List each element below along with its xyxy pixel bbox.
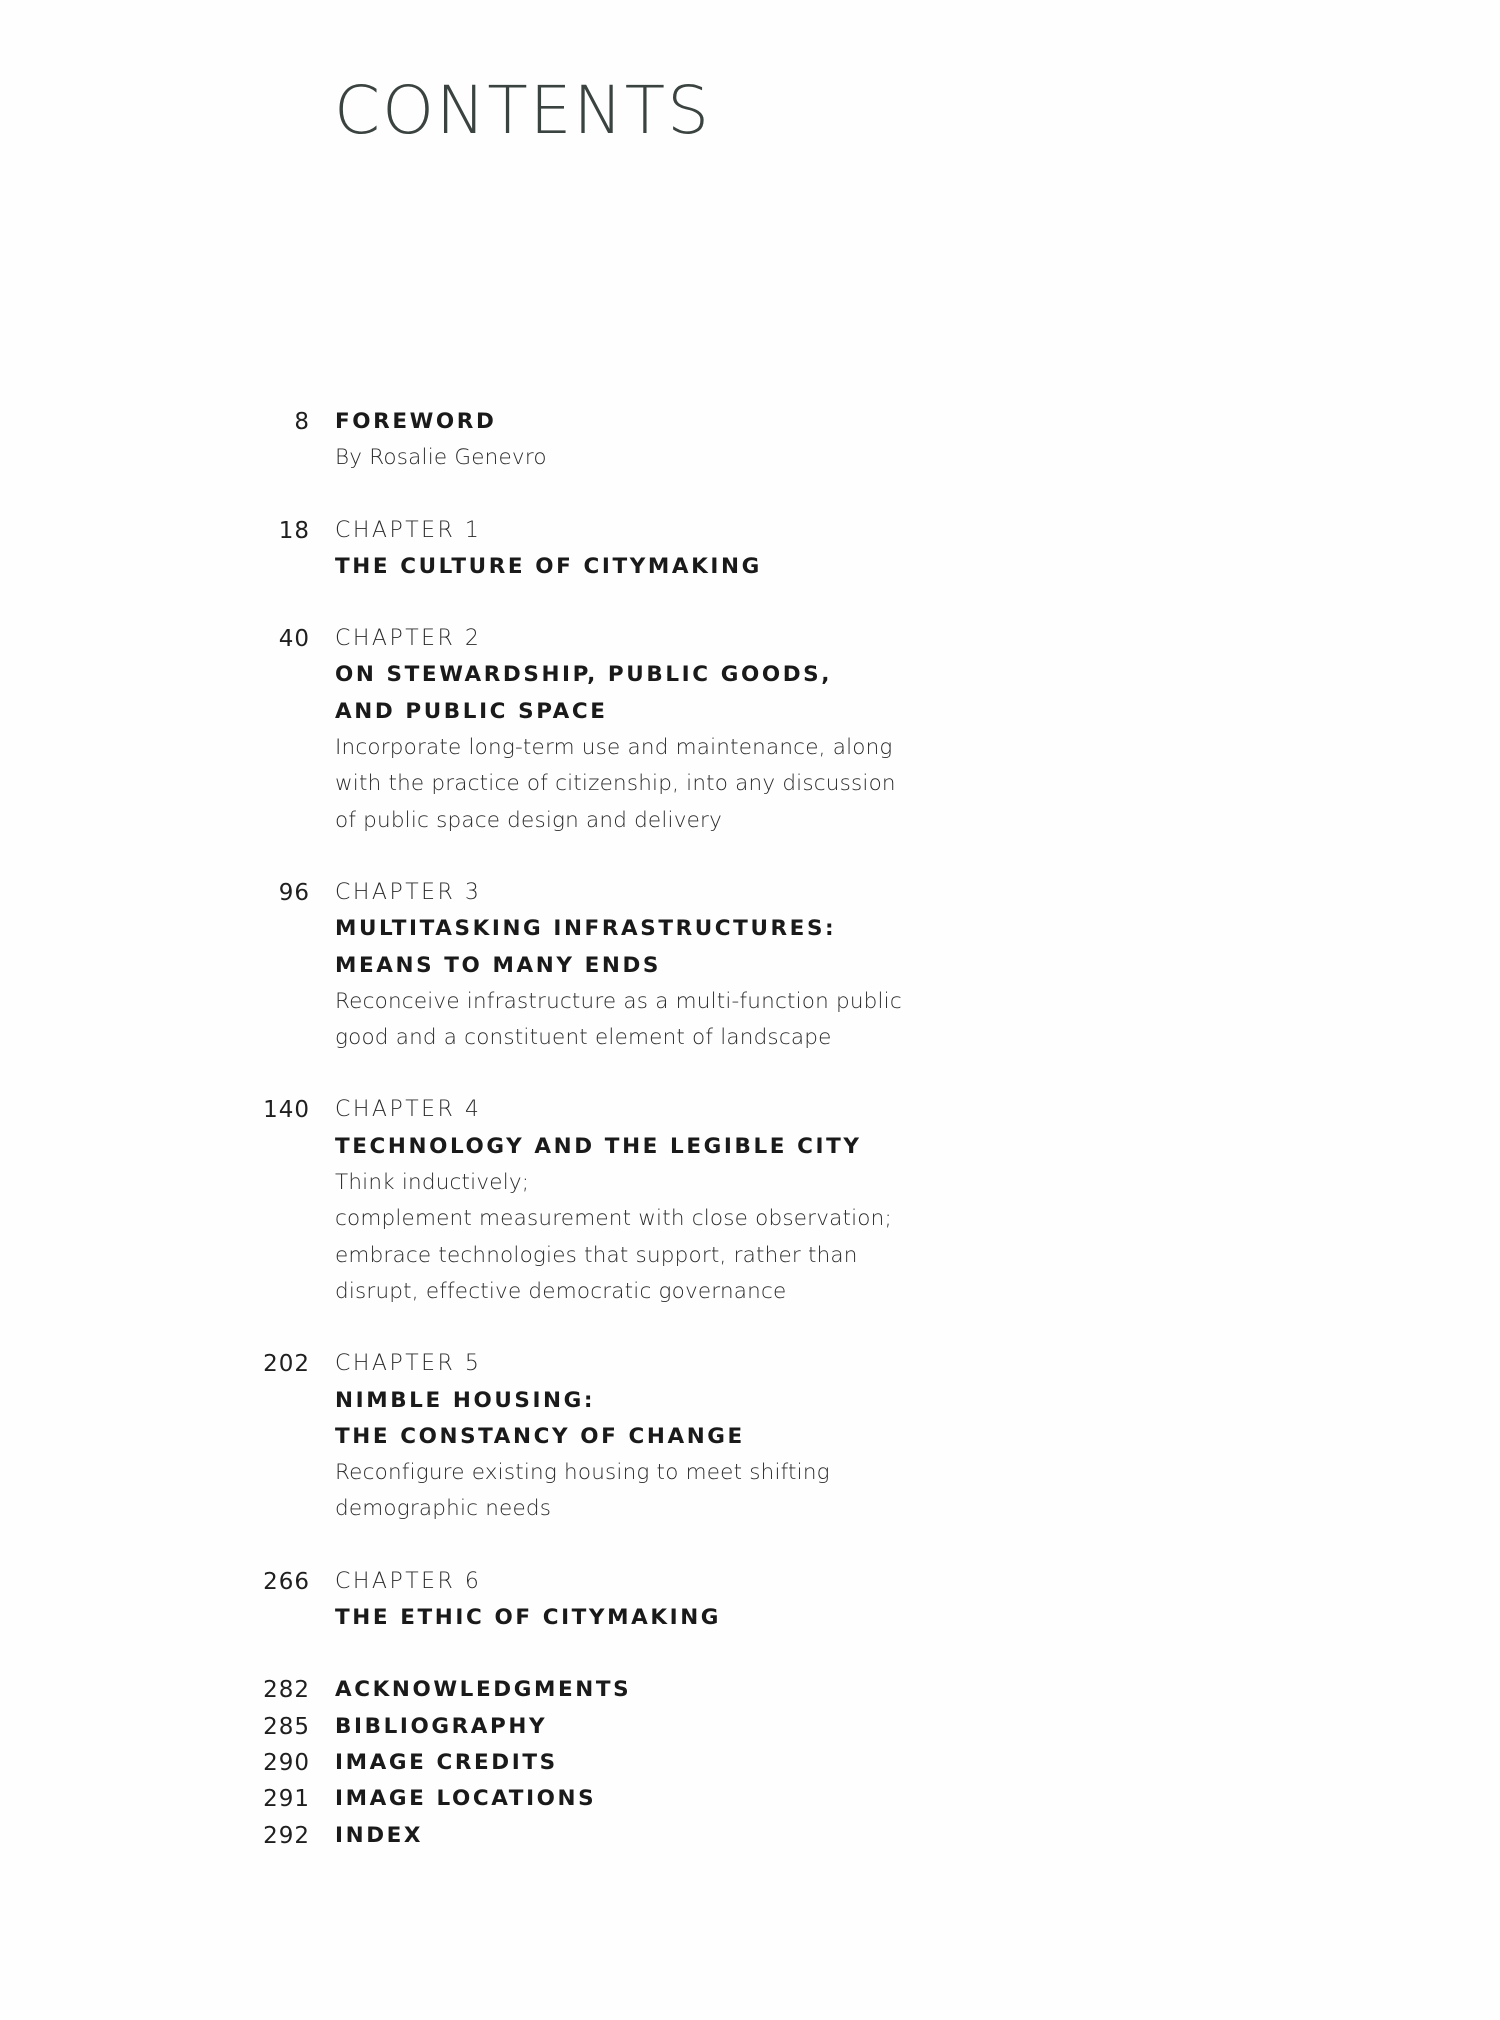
back-matter-title: IMAGE CREDITS — [335, 1749, 558, 1775]
toc-entry-body — [335, 513, 1240, 586]
chapter-title: TECHNOLOGY AND THE LEGIBLE CITY — [335, 1133, 862, 1159]
toc-entry-body — [335, 1672, 1240, 1708]
toc-page-number: 18 — [278, 517, 310, 544]
chapter-title: THE ETHIC OF CITYMAKING — [335, 1605, 722, 1631]
toc-entry-body — [335, 1709, 1240, 1745]
toc-page-number: 285 — [263, 1713, 310, 1740]
toc-entry-body — [335, 1818, 1240, 1854]
chapter-label: CHAPTER 3 — [335, 879, 482, 905]
chapter-description: Think inductively; — [335, 1170, 530, 1196]
back-matter-entry[interactable] — [240, 1781, 1240, 1817]
chapter-description: demographic needs — [335, 1496, 552, 1522]
chapter-label: CHAPTER 4 — [335, 1097, 482, 1123]
back-matter-title: ACKNOWLEDGMENTS — [335, 1677, 632, 1703]
chapter-title: ON STEWARDSHIP, PUBLIC GOODS, — [335, 662, 832, 688]
chapter-label: CHAPTER 5 — [335, 1351, 482, 1377]
toc-page-number: 40 — [278, 626, 310, 653]
chapter-title: AND PUBLIC SPACE — [335, 698, 608, 724]
toc-entry[interactable] — [240, 404, 1240, 477]
chapter-title: THE CONSTANCY OF CHANGE — [335, 1423, 745, 1449]
page-title: CONTENTS — [334, 72, 712, 149]
toc-entry[interactable] — [240, 1346, 1240, 1527]
toc-entry[interactable] — [240, 513, 1240, 586]
back-matter-entry[interactable] — [240, 1818, 1240, 1854]
table-of-contents — [240, 404, 1240, 1854]
back-matter-title: IMAGE LOCATIONS — [335, 1786, 597, 1812]
toc-entry-body — [335, 1092, 1240, 1310]
toc-entry-body — [335, 1564, 1240, 1637]
toc-entry-body — [335, 1745, 1240, 1781]
toc-page-number: 8 — [294, 409, 310, 435]
toc-entry[interactable] — [240, 875, 1240, 1056]
chapter-description: of public space design and delivery — [335, 807, 723, 833]
chapter-description: embrace technologies that support, rather than — [335, 1242, 858, 1268]
chapter-title: MEANS TO MANY ENDS — [335, 952, 662, 978]
chapter-title: MULTITASKING INFRASTRUCTURES: — [335, 916, 837, 942]
toc-entry-body — [335, 621, 1240, 839]
chapter-description: complement measurement with close observation; — [335, 1206, 892, 1232]
toc-page-number: 266 — [263, 1568, 310, 1595]
chapter-label: CHAPTER 1 — [335, 517, 482, 543]
toc-entry-body — [335, 1781, 1240, 1817]
chapter-description: Reconceive infrastructure as a multi-function public — [335, 988, 902, 1014]
chapter-label: CHAPTER 6 — [335, 1568, 482, 1594]
chapter-description: disrupt, effective democratic governance — [335, 1278, 787, 1304]
toc-page-number: 96 — [278, 879, 310, 906]
back-matter-entry[interactable] — [240, 1672, 1240, 1708]
back-matter-title: BIBLIOGRAPHY — [335, 1713, 548, 1739]
chapter-label: CHAPTER 2 — [335, 626, 482, 652]
toc-page-number: 140 — [263, 1097, 310, 1124]
chapter-title: FOREWORD — [335, 409, 497, 434]
chapter-description: By Rosalie Genevro — [335, 445, 547, 471]
toc-page-number: 291 — [263, 1786, 310, 1813]
chapter-title: NIMBLE HOUSING: — [335, 1387, 596, 1413]
chapter-description: with the practice of citizenship, into any discussion — [335, 771, 896, 797]
back-matter-title: INDEX — [335, 1822, 424, 1848]
toc-page-number: 292 — [263, 1822, 310, 1849]
back-matter-entry[interactable] — [240, 1709, 1240, 1745]
toc-entry[interactable] — [240, 621, 1240, 839]
chapter-description: good and a constituent element of landscape — [335, 1025, 832, 1051]
chapter-description: Reconfigure existing housing to meet shifting — [335, 1460, 830, 1486]
chapter-description: Incorporate long-term use and maintenance, along — [335, 735, 893, 761]
toc-page-number: 290 — [263, 1749, 310, 1776]
chapter-title: THE CULTURE OF CITYMAKING — [335, 553, 762, 579]
toc-page-number: 202 — [263, 1351, 310, 1378]
toc-entry-body — [335, 875, 1240, 1056]
toc-entry-body — [335, 1346, 1240, 1527]
toc-entry[interactable] — [240, 1564, 1240, 1637]
toc-entry-body — [335, 404, 1240, 477]
back-matter-entry[interactable] — [240, 1745, 1240, 1781]
toc-entry[interactable] — [240, 1092, 1240, 1310]
toc-page-number: 282 — [263, 1677, 310, 1704]
